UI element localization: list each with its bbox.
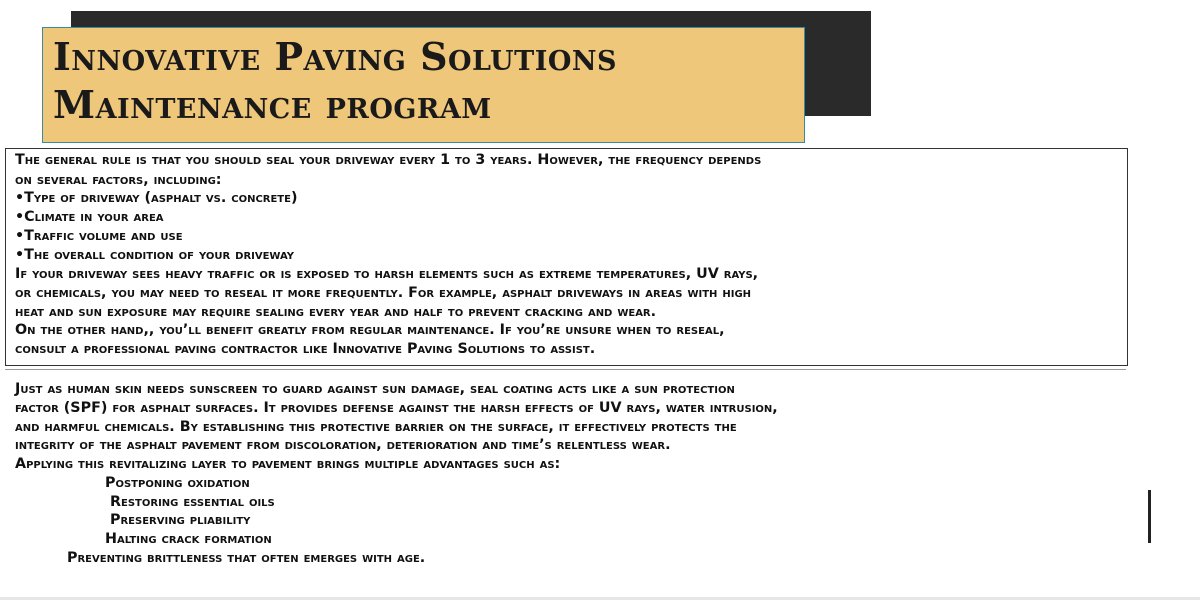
title-line-2: Maintenance program	[53, 82, 492, 127]
factor-list-item: •Climate in your area	[15, 209, 164, 225]
spf-text-line: and harmful chemicals. By establishing this protective barrier on the surface, it effectively protects the	[15, 419, 737, 435]
spf-text-line: integrity of the asphalt pavement from discoloration, deterioration and time’s relentless wear.	[15, 437, 671, 453]
benefit-list-item: Postponing oxidation	[105, 475, 250, 491]
spf-text-line: factor (SPF) for asphalt surfaces. It provides defense against the harsh effects of UV rays, water intrusion,	[15, 400, 778, 416]
benefit-list-item: Preventing brittleness that often emerges with age.	[67, 550, 426, 566]
rule-text-line: consult a professional paving contractor like Innovative Paving Solutions to assist.	[15, 341, 596, 357]
factor-list-item: •The overall condition of your driveway	[15, 247, 295, 263]
sealing-frequency-box	[5, 148, 1128, 366]
benefit-list-item: Halting crack formation	[105, 531, 272, 547]
text-cursor-icon	[1148, 490, 1151, 543]
title-banner	[42, 27, 805, 143]
rule-text-line: On the other hand,, you’ll benefit greatly from regular maintenance. If you’re unsure when to reseal,	[15, 322, 725, 338]
rule-text-line: heat and sun exposure may require sealing every year and half to prevent cracking and wear.	[15, 304, 657, 320]
spf-text-line: Just as human skin needs sunscreen to guard against sun damage, seal coating acts like a sun protection	[15, 381, 735, 397]
spf-text-line: Applying this revitalizing layer to pavement brings multiple advantages such as:	[15, 456, 561, 472]
rule-text-line: The general rule is that you should seal your driveway every 1 to 3 years. However, the frequency depends	[15, 152, 762, 168]
rule-text-line: If your driveway sees heavy traffic or is exposed to harsh elements such as extreme temperatures, UV rays,	[15, 266, 759, 282]
rule-text-line: or chemicals, you may need to reseal it more frequently. For example, asphalt driveways in areas with high	[15, 285, 752, 301]
benefit-list-item: Restoring essential oils	[110, 494, 275, 510]
factor-list-item: •Traffic volume and use	[15, 228, 183, 244]
benefit-list-item: Preserving pliability	[110, 512, 251, 528]
factor-list-item: •Type of driveway (asphalt vs. concrete)	[15, 190, 298, 206]
rule-text-line: on several factors, including:	[15, 172, 222, 188]
section-divider	[5, 369, 1126, 370]
title-line-1: Innovative Paving Solutions	[53, 34, 618, 79]
